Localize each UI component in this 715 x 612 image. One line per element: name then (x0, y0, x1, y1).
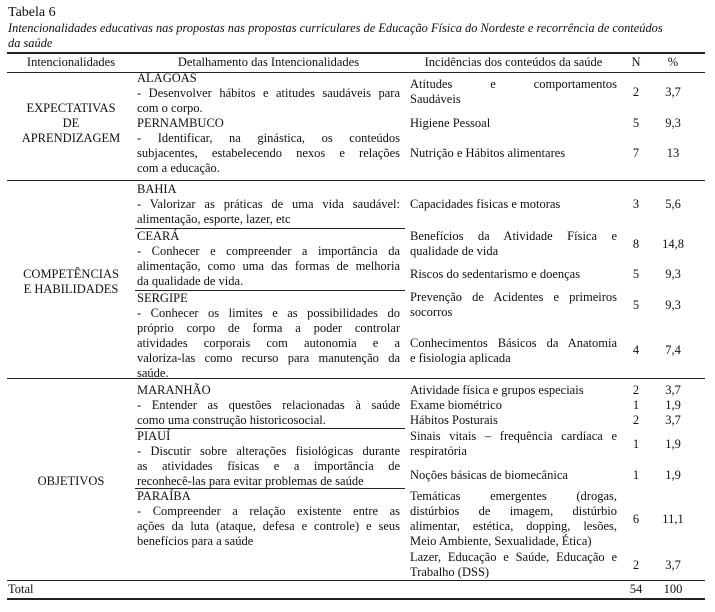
incidence-percent: 3,7 (665, 557, 681, 572)
incidence-text-line: Benefícios da Atividade Física e (410, 228, 617, 243)
incidence-text-line: Noções básicas de biomecânica (410, 467, 568, 482)
detail-text-line: - Conhecer e compreender a importância da (137, 243, 400, 258)
incidence-n: 2 (632, 557, 640, 572)
incidence-text-line: Temáticas emergentes (drogas, (410, 488, 617, 503)
incidence-text-line: Higiene Pessoal (410, 115, 491, 130)
detail-text-line: ações da luta (ataque, defesa e controle) e seus (137, 518, 400, 533)
state-name: SERGIPE (137, 290, 188, 305)
incidence-n: 7 (632, 145, 640, 160)
detail-text-line: benefícios para a saúde (137, 533, 254, 548)
incidence-n: 3 (632, 196, 640, 211)
detail-text-line: atividades corporais com autonomia e a (137, 335, 400, 350)
state-name: PIAUÍ (137, 428, 171, 443)
incidence-percent: 1,9 (665, 467, 681, 482)
total-percent: 100 (663, 582, 683, 596)
incidence-text-line: Nutrição e Hábitos alimentares (410, 145, 566, 160)
incidence-n: 2 (632, 84, 640, 99)
table-caption-line: Intencionalidades educativas nas propostas nas propostas curriculares de Educação Física do Nordeste e recorrência de conteúdos (8, 21, 663, 35)
incidence-percent: 1,9 (665, 397, 681, 412)
incidence-text-line: Prevenção de Acidentes e primeiros (410, 289, 617, 304)
incidence-text-line: Hábitos Posturais (410, 412, 498, 427)
incidence-percent: 7,4 (665, 342, 681, 357)
detail-text-line: reconhecê-las para evitar problemas de saúde (137, 473, 364, 488)
incidence-n: 5 (632, 115, 640, 130)
incidence-n: 1 (632, 467, 640, 482)
incidence-n: 5 (632, 266, 640, 281)
detail-text-line: saúde. (137, 365, 169, 380)
intencionalidade-label: EXPECTATIVAS (26, 100, 116, 115)
incidence-percent: 9,3 (665, 115, 681, 130)
incidence-text-line: Lazer, Educação e Saúde, Educação e (410, 549, 617, 564)
header-incidencias: Incidências dos conteúdos da saúde (424, 55, 603, 69)
incidence-percent: 3,7 (665, 84, 681, 99)
incidence-n: 2 (632, 382, 640, 397)
incidence-n: 1 (632, 436, 640, 451)
detail-text-line: - Desenvolver hábitos e atitudes saudáveis para (137, 85, 400, 100)
detail-text-line: com o corpo. (137, 100, 203, 115)
detail-text-line: com a educação. (137, 160, 220, 175)
incidence-percent: 13 (666, 145, 680, 160)
incidence-text-line: Riscos do sedentarismo e doenças (410, 266, 581, 281)
incidence-percent: 9,3 (665, 266, 681, 281)
header-percent: % (667, 55, 679, 69)
table-top-rule (7, 52, 705, 54)
intencionalidade-label: E HABILIDADES (23, 282, 119, 296)
incidence-n: 8 (632, 236, 640, 251)
table-caption-line: da saúde (8, 36, 53, 50)
header-detalhamento: Detalhamento das Intencionalidades (177, 55, 360, 69)
total-rule (7, 580, 705, 581)
detail-text-line: subjacentes, estabelecendo nexos e relações (137, 145, 400, 160)
table-bottom-rule (7, 598, 705, 600)
intencionalidade-label: COMPETÊNCIAS (23, 267, 119, 281)
detail-text-line: - Discutir sobre alterações fisiológicas durante (137, 443, 400, 458)
detail-text-line: alimentação, esporte, lazer, etc (137, 211, 291, 226)
detail-text-line: como uma construção historicosocial. (137, 412, 326, 427)
incidence-text-line: e fisiologia aplicada (410, 350, 511, 365)
incidence-n: 5 (632, 297, 640, 312)
detail-text-line: - Valorizar as práticas de uma vida saudável: (137, 196, 400, 211)
incidence-text-line: respiratória (410, 443, 467, 458)
header-n: N (631, 55, 641, 69)
incidence-text-line: qualidade de vida (410, 243, 499, 258)
incidence-percent: 1,9 (665, 436, 681, 451)
intencionalidade-label: APRENDIZAGEM (21, 130, 121, 145)
detail-text-line: da qualidade de vida. (137, 273, 244, 288)
detail-text-line: alimentação, como uma das formas de melhoria (137, 258, 400, 273)
table-title: Tabela 6 (8, 5, 56, 20)
incidence-percent: 11,1 (662, 511, 684, 526)
incidence-text-line: Exame biométrico (410, 397, 502, 412)
detail-text-line: - Entender as questões relacionadas à saúde (137, 397, 400, 412)
total-n: 54 (629, 582, 643, 596)
incidence-text-line: Atitudes e comportamentos (410, 76, 617, 91)
incidence-text-line: Trabalho (DSS) (410, 564, 490, 579)
incidence-percent: 3,7 (665, 412, 681, 427)
incidence-percent: 5,6 (665, 196, 681, 211)
detail-text-line: as atividades físicas e a importância de (137, 458, 400, 473)
intencionalidade-label: DE (62, 115, 80, 130)
incidence-percent: 14,8 (662, 236, 684, 251)
incidence-text-line: alimentar, estética, dopping, lesões, (410, 518, 617, 533)
incidence-percent: 9,3 (665, 297, 681, 312)
state-name: BAHIA (137, 181, 177, 196)
incidence-text-line: Capacidades físicas e motoras (410, 196, 561, 211)
detail-text-line: próprio corpo de forma a poder controlar (137, 320, 400, 335)
detail-text-line: - Identificar, na ginástica, os conteúdos (137, 130, 400, 145)
detail-text-line: valoriza-las como recurso para manutenção da (137, 350, 400, 365)
incidence-n: 2 (632, 412, 640, 427)
state-name: ALAGOAS (137, 70, 197, 85)
state-name: PERNAMBUCO (137, 115, 224, 130)
incidence-text-line: Saudáveis (410, 91, 461, 106)
incidence-text-line: Atividade física e grupos especiais (410, 382, 584, 397)
header-intencionalidades: Intencionalidades (26, 55, 116, 69)
incidence-text-line: Sinais vitais – frequência cardíaca e (410, 428, 617, 443)
incidence-n: 6 (632, 511, 640, 526)
incidence-n: 1 (632, 397, 640, 412)
incidence-text-line: Conhecimentos Básicos da Anatomia (410, 335, 617, 350)
incidence-text-line: distúrbios de imagem, distúrbio (410, 503, 617, 518)
incidence-percent: 3,7 (665, 382, 681, 397)
detail-text-line: - Conhecer os limites e as possibilidades do (137, 305, 400, 320)
detail-text-line: - Compreender a relação existente entre as (137, 503, 400, 518)
state-name: PARAÍBA (137, 488, 191, 503)
state-name: MARANHÃO (137, 382, 211, 397)
incidence-text-line: Meio Ambiente, Sexualidade, Ética) (410, 533, 592, 548)
incidence-n: 4 (632, 342, 640, 357)
total-label: Total (8, 582, 34, 596)
incidence-text-line: socorros (410, 304, 453, 319)
state-name: CEARÁ (137, 228, 180, 243)
intencionalidade-label: OBJETIVOS (37, 473, 105, 488)
